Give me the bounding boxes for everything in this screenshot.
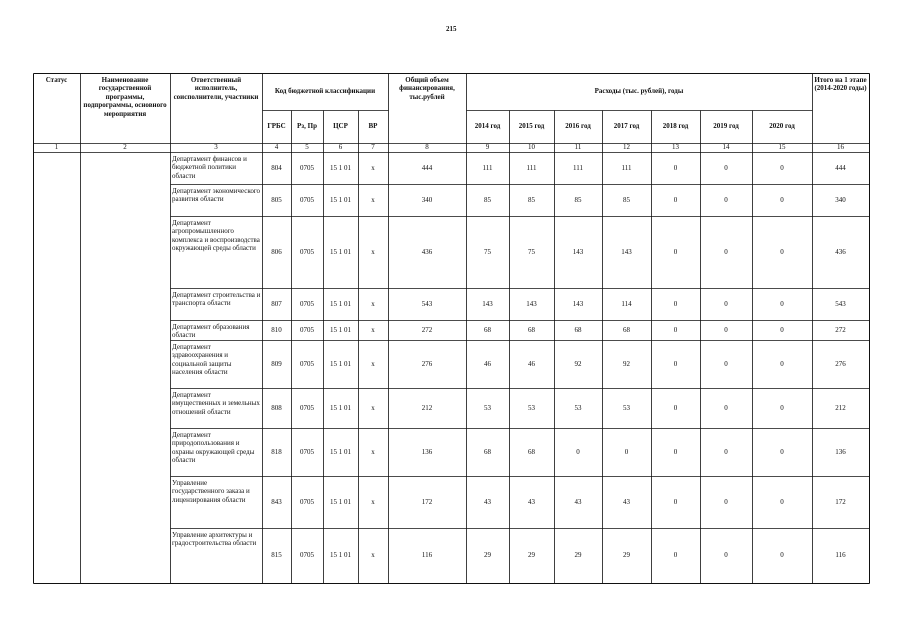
year-value-cell: 92: [574, 359, 582, 368]
column-number: 1: [54, 143, 59, 152]
year-value-cell: 43: [623, 497, 630, 506]
total-cell: 276: [421, 359, 433, 368]
year-value-cell: 0: [624, 447, 629, 456]
stage-total-cell: 272: [835, 325, 846, 334]
grbs-cell: 805: [271, 195, 282, 204]
year-value-cell: 29: [484, 551, 491, 560]
year-value-cell: 0: [673, 497, 678, 506]
year-value-cell: 0: [673, 163, 678, 172]
executor-cell: Департамент экономического развития области: [172, 187, 261, 204]
year-value-cell: 85: [574, 195, 582, 204]
vr-cell: x: [371, 299, 375, 308]
year-value-cell: 68: [528, 447, 535, 456]
header-rzpr: Рз, Пр: [297, 122, 317, 131]
year-value-cell: 0: [780, 299, 784, 308]
csr-cell: 15 1 01: [330, 497, 351, 506]
column-number: 10: [528, 143, 535, 152]
vr-cell: x: [371, 325, 375, 334]
year-value-cell: 0: [673, 247, 678, 256]
year-value-cell: 0: [780, 247, 784, 256]
vr-cell: x: [371, 163, 375, 172]
year-value-cell: 0: [724, 447, 728, 456]
year-value-cell: 0: [673, 551, 678, 560]
column-number: 9: [485, 143, 490, 152]
csr-cell: 15 1 01: [330, 447, 351, 456]
grbs-cell: 815: [271, 551, 282, 560]
year-value-cell: 0: [673, 299, 678, 308]
executor-cell: Департамент строительства и транспорта области: [172, 291, 261, 308]
year-value-cell: 0: [780, 163, 784, 172]
header-expenses: Расходы (тыс. рублей), годы: [594, 87, 684, 96]
stage-total-cell: 444: [835, 163, 846, 172]
stage-total-cell: 136: [835, 447, 846, 456]
header-year: 2017 год: [613, 122, 640, 131]
executor-cell: Департамент природопользования и охраны окружающей среды области: [172, 431, 255, 465]
rzpr-cell: 0705: [300, 403, 314, 412]
year-value-cell: 53: [574, 403, 582, 412]
year-value-cell: 46: [484, 359, 491, 368]
year-value-cell: 111: [482, 163, 493, 172]
rzpr-cell: 0705: [300, 497, 314, 506]
rzpr-cell: 0705: [300, 247, 314, 256]
executor-cell: Департамент агропромышленного комплекса и воспроизводства окружающей среды области: [172, 219, 260, 253]
year-value-cell: 0: [673, 403, 678, 412]
csr-cell: 15 1 01: [330, 195, 351, 204]
total-cell: 172: [421, 497, 433, 506]
year-value-cell: 85: [623, 195, 630, 204]
column-number: 11: [574, 143, 582, 152]
rzpr-cell: 0705: [300, 551, 314, 560]
executor-cell: Управление государственного заказа и лицензирования области: [172, 479, 250, 504]
column-number: 3: [214, 143, 218, 152]
year-value-cell: 43: [484, 497, 491, 506]
column-number: 2: [123, 143, 127, 152]
year-value-cell: 0: [724, 359, 728, 368]
header-grbs: ГРБС: [267, 122, 286, 131]
vr-cell: x: [371, 359, 375, 368]
header-year: 2015 год: [518, 122, 545, 131]
year-value-cell: 53: [623, 403, 630, 412]
executor-cell: Департамент здравоохранения и социальной защиты населения области: [172, 343, 232, 377]
year-value-cell: 29: [574, 551, 582, 560]
total-cell: 136: [421, 447, 433, 456]
budget-table: [33, 73, 869, 583]
column-number: 6: [338, 143, 343, 152]
year-value-cell: 29: [528, 551, 535, 560]
year-value-cell: 0: [724, 195, 728, 204]
rzpr-cell: 0705: [300, 195, 314, 204]
grbs-cell: 807: [271, 299, 282, 308]
header-executor: Ответственный исполнитель, соисполнители, участники: [173, 76, 259, 101]
year-value-cell: 43: [528, 497, 535, 506]
year-value-cell: 68: [528, 325, 535, 334]
year-value-cell: 0: [673, 195, 678, 204]
grbs-cell: 804: [271, 163, 282, 172]
year-value-cell: 53: [528, 403, 535, 412]
year-value-cell: 0: [780, 325, 784, 334]
column-number: 13: [672, 143, 679, 152]
header-program-name: Наименование государственной программы, подпрограммы, основного мероприятия: [83, 76, 167, 118]
column-number: 12: [623, 143, 630, 152]
year-value-cell: 85: [528, 195, 535, 204]
total-cell: 272: [421, 325, 433, 334]
total-cell: 116: [421, 551, 433, 560]
grbs-cell: 818: [271, 447, 282, 456]
stage-total-cell: 276: [835, 359, 846, 368]
year-value-cell: 68: [484, 447, 491, 456]
year-value-cell: 0: [724, 325, 728, 334]
column-number: 8: [425, 143, 429, 152]
header-year: 2019 год: [713, 122, 739, 131]
year-value-cell: 0: [780, 447, 784, 456]
column-number: 14: [722, 143, 730, 152]
year-value-cell: 0: [780, 551, 784, 560]
column-number: 15: [778, 143, 786, 152]
header-year: 2020 год: [769, 122, 795, 131]
year-value-cell: 0: [724, 403, 728, 412]
grbs-cell: 808: [271, 403, 282, 412]
executor-cell: Департамент финансов и бюджетной политики области: [172, 155, 247, 180]
year-value-cell: 68: [484, 325, 491, 334]
csr-cell: 15 1 01: [330, 299, 351, 308]
year-value-cell: 0: [673, 359, 678, 368]
year-value-cell: 92: [623, 359, 630, 368]
grbs-cell: 809: [271, 359, 282, 368]
table-grid: [33, 73, 870, 584]
header-total-volume: Общий объем финансирования, тыс.рублей: [399, 76, 455, 101]
year-value-cell: 0: [673, 447, 678, 456]
header-year: 2016 год: [565, 122, 591, 131]
year-value-cell: 0: [724, 163, 728, 172]
year-value-cell: 111: [573, 163, 583, 172]
header-vr: ВР: [368, 122, 378, 131]
total-cell: 212: [421, 403, 433, 412]
year-value-cell: 0: [780, 195, 784, 204]
year-value-cell: 143: [621, 247, 632, 256]
header-budget-code: Код бюджетной классификации: [274, 87, 376, 96]
year-value-cell: 111: [621, 163, 632, 172]
year-value-cell: 0: [724, 247, 728, 256]
header-year: 2018 год: [662, 122, 689, 131]
year-value-cell: 111: [526, 163, 537, 172]
csr-cell: 15 1 01: [330, 359, 351, 368]
column-number: 5: [305, 143, 309, 152]
stage-total-cell: 340: [835, 195, 846, 204]
column-number: 16: [837, 143, 844, 152]
column-number: 4: [274, 143, 279, 152]
year-value-cell: 53: [484, 403, 491, 412]
page-number: 215: [446, 25, 457, 33]
vr-cell: x: [371, 447, 375, 456]
column-number: 7: [371, 143, 375, 152]
year-value-cell: 0: [724, 299, 728, 308]
header-csr: ЦСР: [333, 122, 348, 131]
csr-cell: 15 1 01: [330, 163, 351, 172]
header-stage-total: Итого на 1 этапе (2014-2020 годы): [814, 76, 867, 93]
grbs-cell: 810: [271, 325, 282, 334]
executor-cell: Департамент имущественных и земельных отношений области: [172, 391, 260, 416]
header-year: 2014 год: [474, 122, 501, 131]
year-value-cell: 0: [780, 497, 784, 506]
rzpr-cell: 0705: [300, 359, 314, 368]
header-status: Статус: [45, 76, 68, 84]
year-value-cell: 143: [526, 299, 537, 308]
year-value-cell: 143: [482, 299, 493, 308]
total-cell: 436: [421, 247, 433, 256]
rzpr-cell: 0705: [300, 163, 314, 172]
rzpr-cell: 0705: [300, 325, 314, 334]
vr-cell: x: [371, 403, 375, 412]
year-value-cell: 143: [572, 247, 584, 256]
year-value-cell: 75: [528, 247, 535, 256]
year-value-cell: 85: [484, 195, 491, 204]
year-value-cell: 0: [673, 325, 678, 334]
grbs-cell: 806: [271, 247, 282, 256]
total-cell: 543: [421, 299, 433, 308]
grbs-cell: 843: [271, 497, 282, 506]
rzpr-cell: 0705: [300, 299, 314, 308]
total-cell: 340: [421, 195, 433, 204]
year-value-cell: 143: [572, 299, 584, 308]
stage-total-cell: 436: [835, 247, 846, 256]
vr-cell: x: [371, 247, 375, 256]
year-value-cell: 0: [576, 447, 580, 456]
year-value-cell: 43: [574, 497, 582, 506]
vr-cell: x: [371, 497, 375, 506]
executor-cell: Управление архитектуры и градостроительства области: [172, 531, 257, 548]
stage-total-cell: 172: [835, 497, 846, 506]
stage-total-cell: 212: [835, 403, 846, 412]
year-value-cell: 0: [724, 497, 728, 506]
year-value-cell: 0: [780, 403, 784, 412]
year-value-cell: 68: [623, 325, 630, 334]
csr-cell: 15 1 01: [330, 551, 351, 560]
year-value-cell: 114: [621, 299, 632, 308]
total-cell: 444: [421, 163, 433, 172]
year-value-cell: 68: [574, 325, 582, 334]
csr-cell: 15 1 01: [330, 403, 351, 412]
year-value-cell: 0: [780, 359, 784, 368]
executor-cell: Департамент образования области: [172, 323, 250, 340]
vr-cell: x: [371, 551, 375, 560]
csr-cell: 15 1 01: [330, 325, 351, 334]
stage-total-cell: 543: [835, 299, 846, 308]
year-value-cell: 0: [724, 551, 728, 560]
vr-cell: x: [371, 195, 375, 204]
year-value-cell: 29: [623, 551, 630, 560]
rzpr-cell: 0705: [300, 447, 314, 456]
stage-total-cell: 116: [835, 551, 846, 560]
year-value-cell: 75: [484, 247, 491, 256]
year-value-cell: 46: [528, 359, 535, 368]
csr-cell: 15 1 01: [330, 247, 351, 256]
